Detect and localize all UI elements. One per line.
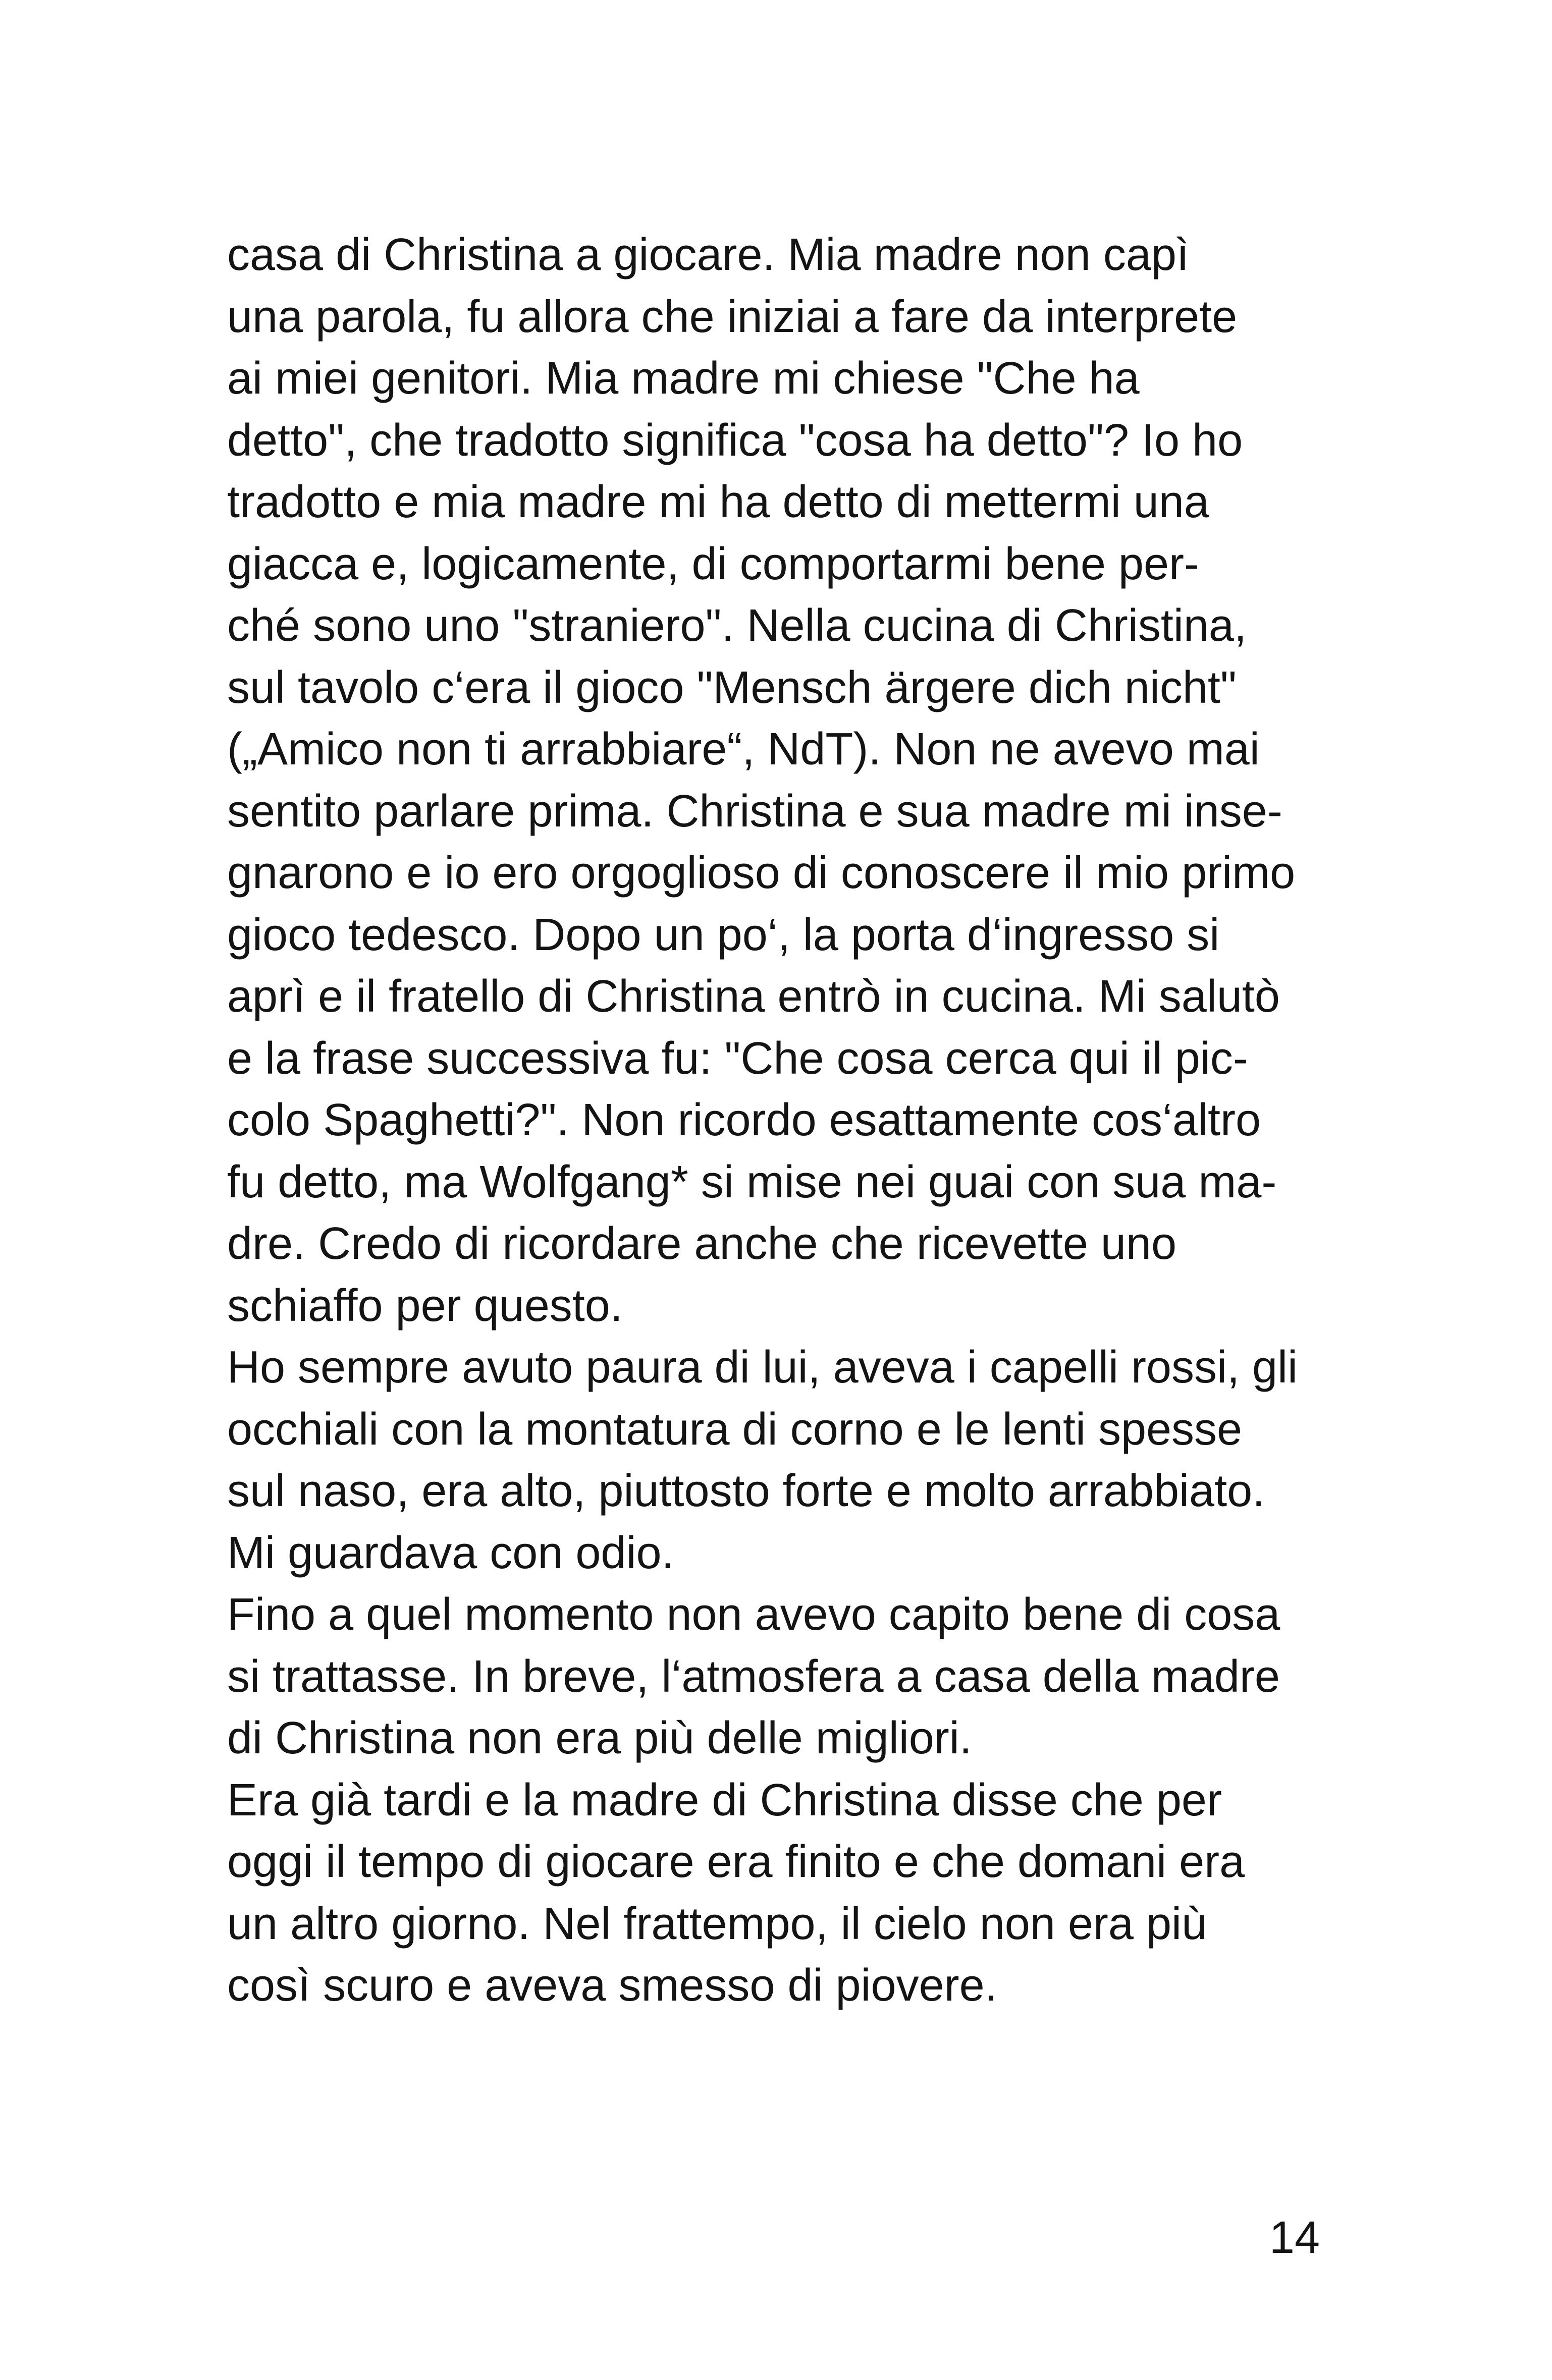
text-line: fu detto, ma Wolfgang* si mise nei guai con sua ma- — [227, 1156, 1277, 1207]
text-line: Fino a quel momento non avevo capito bene di cosa — [227, 1589, 1280, 1640]
text-line: Mi guardava con odio. — [227, 1527, 674, 1578]
text-line: ché sono uno "straniero". Nella cucina di Christina, — [227, 600, 1247, 651]
text-line: Era già tardi e la madre di Christina disse che per — [227, 1775, 1222, 1825]
text-line: colo Spaghetti?". Non ricordo esattamente cos‘altro — [227, 1095, 1261, 1145]
text-line: tradotto e mia madre mi ha detto di mettermi una — [227, 477, 1209, 527]
text-line: schiaffo per questo. — [227, 1280, 623, 1331]
page-number: 14 — [1269, 2212, 1320, 2263]
text-line: („Amico non ti arrabbiare“, NdT). Non ne avevo mai — [227, 724, 1260, 774]
text-line: e la frase successiva fu: "Che cosa cerca qui il pic- — [227, 1033, 1248, 1084]
text-line: ai miei genitori. Mia madre mi chiese "Che ha — [227, 353, 1140, 404]
text-line: Ho sempre avuto paura di lui, aveva i capelli rossi, gli — [227, 1342, 1298, 1393]
text-line: sentito parlare prima. Christina e sua madre mi inse- — [227, 786, 1282, 837]
text-line: una parola, fu allora che iniziai a fare da interprete — [227, 291, 1238, 342]
text-line: sul tavolo c‘era il gioco "Mensch ärgere dich nicht" — [227, 662, 1237, 713]
text-line: sul naso, era alto, piuttosto forte e molto arrabbiato. — [227, 1466, 1265, 1516]
text-line: aprì e il fratello di Christina entrò in cucina. Mi salutò — [227, 971, 1280, 1022]
text-line: di Christina non era più delle migliori. — [227, 1713, 972, 1763]
text-line: casa di Christina a giocare. Mia madre non capì — [227, 230, 1189, 280]
text-line: giacca e, logicamente, di comportarmi bene per- — [227, 538, 1199, 589]
text-line: occhiali con la montatura di corno e le lenti spesse — [227, 1404, 1243, 1455]
text-line: gioco tedesco. Dopo un po‘, la porta d‘ingresso si — [227, 909, 1220, 960]
text-line: detto", che tradotto significa "cosa ha detto"? Io ho — [227, 415, 1243, 466]
body-text — [227, 224, 1363, 2017]
text-line: così scuro e aveva smesso di piovere. — [227, 1960, 997, 2011]
text-line: oggi il tempo di giocare era finito e che domani era — [227, 1837, 1245, 1887]
text-line: gnarono e io ero orgoglioso di conoscere il mio primo — [227, 848, 1296, 898]
text-line: un altro giorno. Nel frattempo, il cielo non era più — [227, 1898, 1207, 1949]
text-line: dre. Credo di ricordare anche che ricevette uno — [227, 1219, 1177, 1269]
text-line: si trattasse. In breve, l‘atmosfera a casa della madre — [227, 1651, 1280, 1702]
